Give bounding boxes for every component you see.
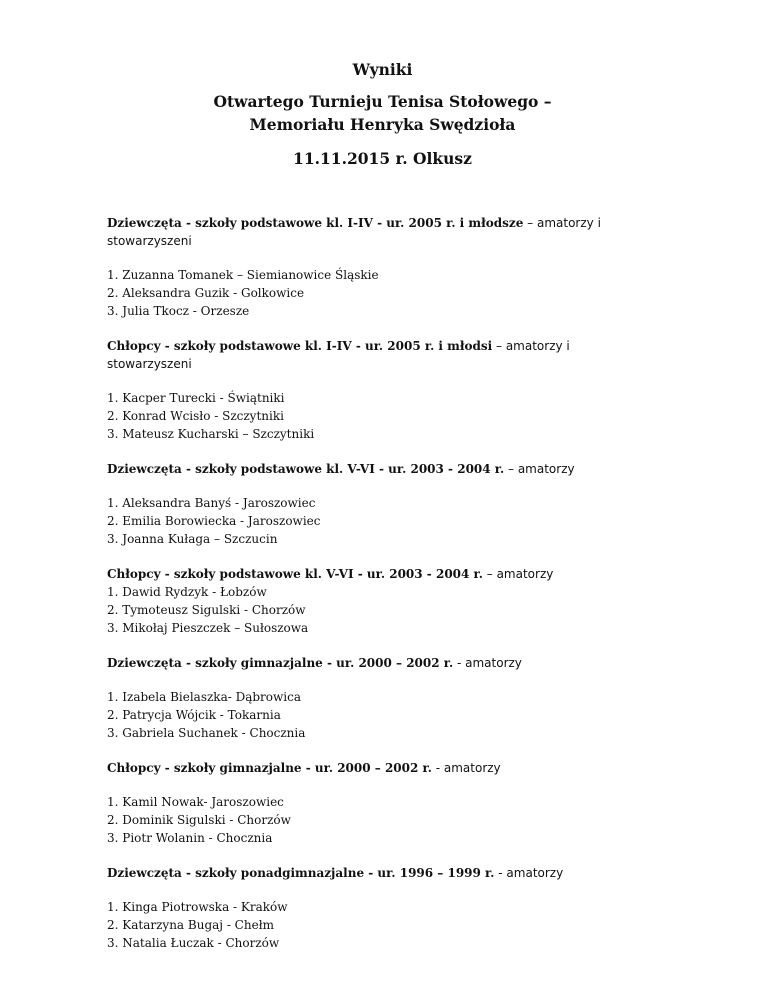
section-heading xyxy=(107,214,658,250)
section-heading-type: - amatorzy xyxy=(494,866,564,880)
result-place-3: 3. Mateusz Kucharski – Szczytniki xyxy=(107,427,315,441)
title-line-memorial: Memoriału Henryka Swędzioła xyxy=(249,115,516,134)
result-place-3: 3. Mikołaj Pieszczek – Sułoszowa xyxy=(107,621,309,635)
title-line-date-place: 11.11.2015 r. Olkusz xyxy=(293,149,472,168)
section-heading xyxy=(107,654,658,672)
section-girls-high-school xyxy=(107,864,658,952)
section-heading-type: – amatorzy xyxy=(504,462,575,476)
result-place-2: 2. Katarzyna Bugaj - Chełm xyxy=(107,918,274,932)
document-title xyxy=(107,58,658,170)
result-place-1: 1. Aleksandra Banyś - Jaroszowiec xyxy=(107,496,316,510)
result-place-2: 2. Emilia Borowiecka - Jaroszowiec xyxy=(107,514,321,528)
results-list xyxy=(107,494,658,548)
result-place-2: 2. Dominik Sigulski - Chorzów xyxy=(107,813,291,827)
result-place-1: 1. Zuzanna Tomanek – Siemianowice Śląskie xyxy=(107,268,379,282)
section-heading xyxy=(107,864,658,882)
section-heading-category: Chłopcy - szkoły gimnazjalne - ur. 2000 – 2002 r. xyxy=(107,761,432,775)
result-place-3: 3. Gabriela Suchanek - Chocznia xyxy=(107,726,306,740)
section-heading-category: Dziewczęta - szkoły gimnazjalne - ur. 2000 – 2002 r. xyxy=(107,656,454,670)
results-list xyxy=(107,793,658,847)
results-list xyxy=(107,688,658,742)
section-heading-type: - amatorzy xyxy=(453,656,522,670)
result-place-1: 1. Dawid Rydzyk - Łobzów xyxy=(107,585,267,599)
section-heading-type: – amatorzy i stowarzyszeni xyxy=(107,216,601,248)
section-heading-category: Dziewczęta - szkoły podstawowe kl. I-IV - ur. 2005 r. i młodsze xyxy=(107,216,524,230)
results-list xyxy=(107,898,658,952)
title-line-tournament: Otwartego Turnieju Tenisa Stołowego – xyxy=(213,92,552,111)
result-place-2: 2. Patrycja Wójcik - Tokarnia xyxy=(107,708,281,722)
result-place-3: 3. Natalia Łuczak - Chorzów xyxy=(107,936,280,950)
section-heading xyxy=(107,460,658,478)
result-place-2: 2. Aleksandra Guzik - Golkowice xyxy=(107,286,305,300)
result-place-1: 1. Kinga Piotrowska - Kraków xyxy=(107,900,288,914)
section-heading xyxy=(107,337,658,373)
results-list xyxy=(107,389,658,443)
section-heading-category: Chłopcy - szkoły podstawowe kl. I-IV - ur. 2005 r. i młodsi xyxy=(107,339,493,353)
results-list xyxy=(107,266,658,320)
result-place-2: 2. Tymoteusz Sigulski - Chorzów xyxy=(107,603,306,617)
result-place-3: 3. Julia Tkocz - Orzesze xyxy=(107,304,250,318)
section-heading xyxy=(107,759,658,777)
section-heading-category: Dziewczęta - szkoły podstawowe kl. V-VI - ur. 2003 - 2004 r. xyxy=(107,462,505,476)
result-place-1: 1. Izabela Bielaszka- Dąbrowica xyxy=(107,690,301,704)
section-girls-primary-5-6 xyxy=(107,460,658,548)
section-heading-type: – amatorzy i stowarzyszeni xyxy=(107,339,570,371)
result-place-2: 2. Konrad Wcisło - Szczytniki xyxy=(107,409,284,423)
section-girls-middle-school xyxy=(107,654,658,742)
title-line-results: Wyniki xyxy=(352,60,413,79)
section-heading-category: Dziewczęta - szkoły ponadgimnazjalne - ur. 1996 – 1999 r. xyxy=(107,866,495,880)
section-heading-type: - amatorzy xyxy=(431,761,501,775)
results-list xyxy=(107,583,658,637)
section-boys-primary-1-4 xyxy=(107,337,658,443)
result-place-1: 1. Kacper Turecki - Świątniki xyxy=(107,391,285,405)
section-heading xyxy=(107,565,658,583)
section-boys-primary-5-6 xyxy=(107,565,658,637)
result-place-3: 3. Joanna Kułaga – Szczucin xyxy=(107,532,278,546)
section-heading-category: Chłopcy - szkoły podstawowe kl. V-VI - ur. 2003 - 2004 r. xyxy=(107,567,483,581)
section-girls-primary-1-4 xyxy=(107,214,658,320)
result-place-3: 3. Piotr Wolanin - Chocznia xyxy=(107,831,273,845)
section-heading-type: – amatorzy xyxy=(482,567,554,581)
result-place-1: 1. Kamil Nowak- Jaroszowiec xyxy=(107,795,284,809)
section-boys-middle-school xyxy=(107,759,658,847)
results-content xyxy=(107,214,658,952)
